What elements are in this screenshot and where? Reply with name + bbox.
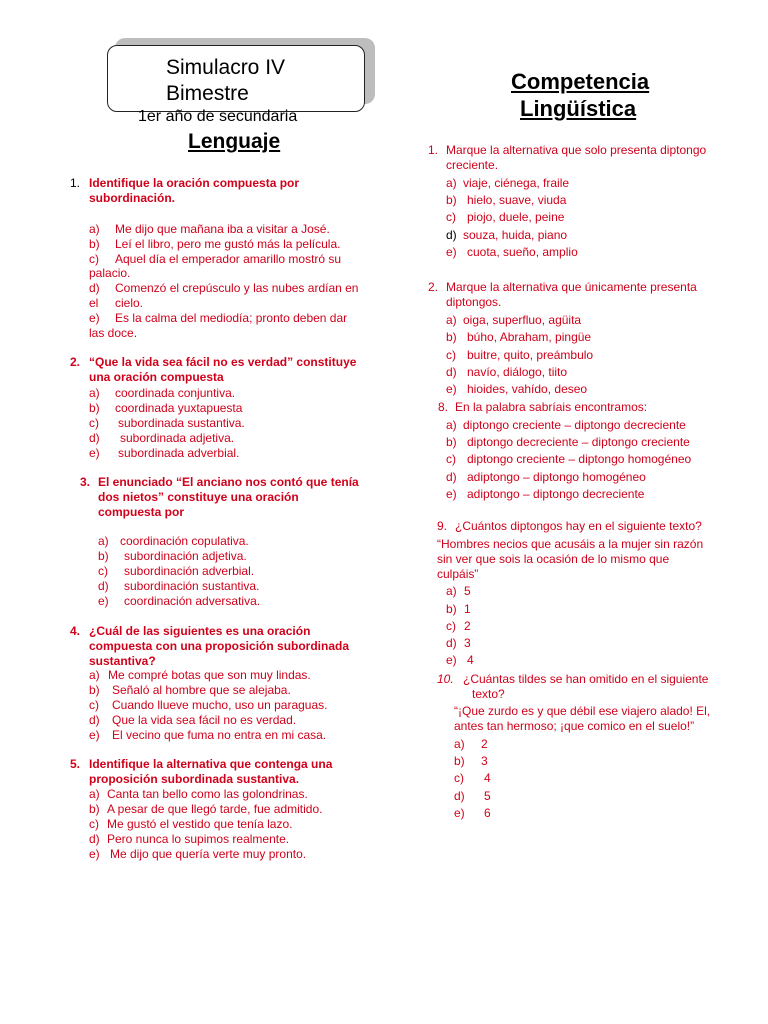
question-text: Marque la alternativa que solo presenta diptongo: [446, 143, 707, 157]
right-heading-line2: Lingüística: [520, 96, 637, 121]
question-text: diptongos.: [446, 295, 502, 309]
option-text: búho, Abraham, pingüe: [467, 330, 592, 344]
option-text: coordinada yuxtapuesta: [115, 401, 243, 415]
question-text: texto?: [472, 687, 505, 701]
title-line1: Simulacro IV: [166, 56, 286, 79]
option-text: 2: [464, 619, 471, 633]
option-text: las doce.: [89, 326, 138, 340]
option-label: a): [89, 386, 100, 400]
option-text: Leí el libro, pero me gustó más la película.: [115, 237, 341, 251]
quote-text: sin ver que sois la ocasión de lo mismo que: [437, 552, 670, 566]
option-label: d): [98, 579, 109, 593]
option-label: d): [446, 470, 457, 484]
question-text: ¿Cuál de las siguientes es una oración: [89, 624, 311, 638]
option-text: hioides, vahído, deseo: [467, 382, 588, 396]
option-text: subordinación adverbial.: [124, 564, 255, 578]
option-label: e): [446, 382, 457, 396]
quote-text: “¡Que zurdo es y que débil ese viajero alado! El,: [454, 704, 711, 718]
question-number: 9.: [437, 519, 448, 533]
option-text: 6: [484, 806, 491, 820]
question-number: 2.: [70, 355, 81, 369]
option-text: buitre, quito, preámbulo: [467, 348, 594, 362]
question-text: El enunciado “El anciano nos contó que tenía: [98, 475, 359, 489]
option-text: 3: [464, 636, 471, 650]
option-text: 4: [467, 653, 474, 667]
option-label: d): [446, 228, 457, 242]
question-number: 1.: [70, 176, 81, 190]
option-text: Canta tan bello como las golondrinas.: [107, 787, 308, 801]
option-text: subordinada adjetiva.: [120, 431, 235, 445]
option-label: e): [89, 847, 100, 861]
option-label: c): [89, 416, 99, 430]
title-line2: Bimestre: [166, 82, 249, 105]
option-text: coordinación copulativa.: [120, 534, 249, 548]
option-text: Comenzó el crepúsculo y las nubes ardían en: [115, 281, 359, 295]
question-number: 2.: [428, 280, 439, 294]
question-text: Marque la alternativa que únicamente presenta: [446, 280, 697, 294]
question-text: compuesta por: [98, 505, 185, 519]
question-number: 5.: [70, 757, 81, 771]
option-label: e): [98, 594, 109, 608]
option-label: e): [446, 245, 457, 259]
option-text: hielo, suave, viuda: [467, 193, 567, 207]
question-text: compuesta con una proposición subordinada: [89, 639, 350, 653]
option-label: d): [89, 431, 100, 445]
option-label: a): [89, 222, 100, 236]
option-label: c): [454, 771, 464, 785]
option-label: e): [89, 728, 100, 742]
option-text: subordinación sustantiva.: [124, 579, 260, 593]
option-label: a): [446, 584, 457, 598]
option-label: b): [89, 237, 100, 251]
option-text: navío, diálogo, tiito: [467, 365, 568, 379]
question-text: ¿Cuántas tildes se han omitido en el siguiente: [463, 672, 709, 686]
option-text: Señaló al hombre que se alejaba.: [112, 683, 291, 697]
option-text: subordinada sustantiva.: [118, 416, 245, 430]
question-text: dos nietos” constituye una oración: [98, 490, 299, 504]
option-label: c): [446, 452, 456, 466]
option-text: 1: [464, 602, 471, 616]
option-label: a): [89, 668, 100, 682]
quote-text: “Hombres necios que acusáis a la mujer sin razón: [437, 537, 704, 551]
option-label: a): [446, 418, 457, 432]
option-text: viaje, ciénega, fraile: [463, 176, 570, 190]
question-text: En la palabra sabríais encontramos:: [455, 400, 648, 414]
question-text: proposición subordinada sustantiva.: [89, 772, 300, 786]
option-label: d): [446, 636, 457, 650]
option-label: d): [446, 365, 457, 379]
option-label: a): [89, 787, 100, 801]
option-text: Me compré botas que son muy lindas.: [108, 668, 311, 682]
option-text: El vecino que fuma no entra en mi casa.: [112, 728, 327, 742]
option-text: Que la vida sea fácil no es verdad.: [112, 713, 297, 727]
option-label: a): [446, 176, 457, 190]
question-number: 10.: [437, 672, 454, 686]
question-text: sustantiva?: [89, 654, 156, 668]
grade-label: 1er año de secundaria: [138, 108, 298, 125]
question-text: ¿Cuántos diptongos hay en el siguiente texto?: [455, 519, 702, 533]
option-label: c): [446, 619, 456, 633]
question-text: una oración compuesta: [89, 370, 224, 384]
question-number: 1.: [428, 143, 439, 157]
option-label: d): [89, 713, 100, 727]
question-number: 4.: [70, 624, 81, 638]
option-label: e): [446, 653, 457, 667]
option-text: subordinada adverbial.: [118, 446, 240, 460]
question-text: “Que la vida sea fácil no es verdad” constituye: [89, 355, 357, 369]
option-text: A pesar de que llegó tarde, fue admitido.: [107, 802, 323, 816]
option-text: 3: [481, 754, 488, 768]
question-number: 8.: [438, 400, 449, 414]
option-text: Me dijo que mañana iba a visitar a José.: [115, 222, 330, 236]
question-text: creciente.: [446, 158, 499, 172]
option-text: Es la calma del mediodía; pronto deben dar: [115, 311, 348, 325]
option-text: 5: [484, 789, 491, 803]
option-label: e): [89, 446, 100, 460]
option-label: a): [454, 737, 465, 751]
option-label: e): [89, 311, 100, 325]
option-label: b): [89, 683, 100, 697]
option-label: d): [89, 281, 100, 295]
option-text: diptongo creciente – diptongo decreciente: [463, 418, 686, 432]
option-text: adiptongo – diptongo decreciente: [467, 487, 645, 501]
option-text: 4: [484, 771, 491, 785]
option-label: e): [454, 806, 465, 820]
question-text: Identifique la oración compuesta por: [89, 176, 300, 190]
option-label: b): [89, 802, 100, 816]
option-text: Aquel día el emperador amarillo mostró su: [115, 252, 342, 266]
option-text: cielo.: [115, 296, 144, 310]
option-label: c): [89, 698, 99, 712]
option-text: Cuando llueve mucho, uso un paraguas.: [112, 698, 328, 712]
option-label: a): [446, 313, 457, 327]
option-text: 2: [481, 737, 488, 751]
option-text: palacio.: [89, 266, 131, 280]
option-text: oiga, superfluo, agüita: [463, 313, 582, 327]
option-text: coordinada conjuntiva.: [115, 386, 236, 400]
option-label: c): [89, 252, 99, 266]
option-text: Me dijo que quería verte muy pronto.: [110, 847, 307, 861]
option-text: souza, huida, piano: [463, 228, 568, 242]
option-label: b): [446, 193, 457, 207]
option-text: Pero nunca lo supimos realmente.: [107, 832, 290, 846]
option-text: diptongo creciente – diptongo homogéneo: [467, 452, 692, 466]
option-label: d): [89, 832, 100, 846]
option-label: c): [98, 564, 108, 578]
option-label: b): [454, 754, 465, 768]
option-label: b): [446, 435, 457, 449]
question-text: subordinación.: [89, 191, 176, 205]
option-label: a): [98, 534, 109, 548]
option-text: Me gustó el vestido que tenía lazo.: [107, 817, 293, 831]
option-label: b): [446, 602, 457, 616]
option-label: b): [89, 401, 100, 415]
option-label: c): [446, 348, 456, 362]
quote-text: culpáis”: [437, 567, 479, 581]
option-label: c): [89, 817, 99, 831]
option-label: e): [446, 487, 457, 501]
option-label: d): [454, 789, 465, 803]
option-label: c): [446, 210, 456, 224]
option-text: subordinación adjetiva.: [124, 549, 247, 563]
right-heading-line1: Competencia: [511, 69, 650, 94]
question-number: 3.: [80, 475, 91, 489]
option-text: 5: [464, 584, 471, 598]
option-text: diptongo decreciente – diptongo creciente: [467, 435, 690, 449]
option-text: piojo, duele, peine: [467, 210, 565, 224]
option-text: adiptongo – diptongo homogéneo: [467, 470, 646, 484]
option-text: el: [89, 296, 99, 310]
option-text: cuota, sueño, amplio: [467, 245, 578, 259]
option-text: coordinación adversativa.: [124, 594, 261, 608]
option-label: b): [446, 330, 457, 344]
left-heading: Lenguaje: [188, 130, 281, 153]
quote-text: antes tan hermoso; ¡que comico en el suelo!”: [454, 719, 695, 733]
question-text: Identifique la alternativa que contenga una: [89, 757, 333, 771]
option-label: b): [98, 549, 109, 563]
